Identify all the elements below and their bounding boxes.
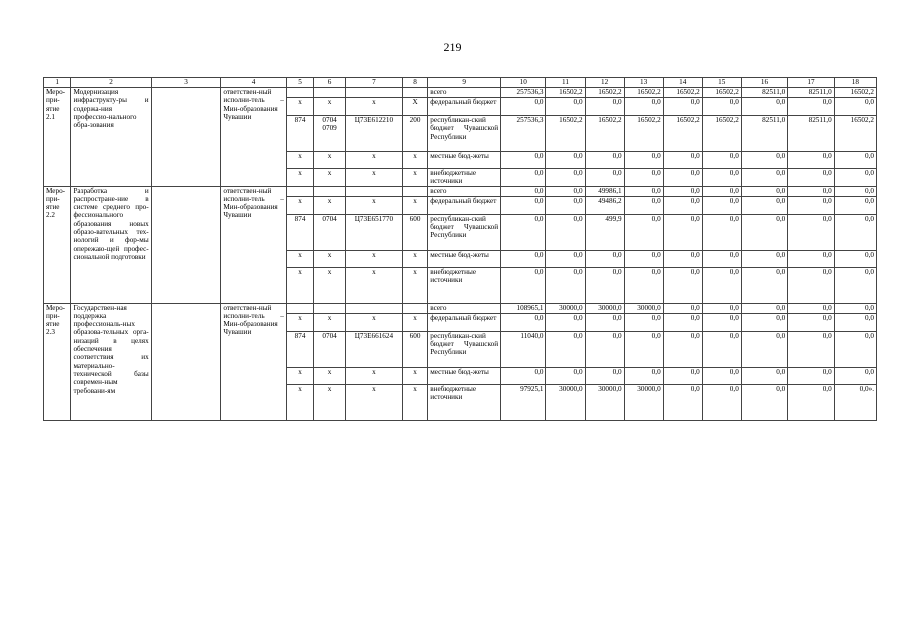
amount-cell: 0,0: [702, 313, 741, 331]
amount-cell: 0,0: [501, 186, 546, 196]
amount-cell: 0,0: [663, 214, 702, 250]
amount-cell: 82511,0: [788, 88, 834, 98]
gov-code: x: [286, 152, 313, 169]
header-row: [44, 78, 877, 88]
amount-cell: 499,9: [585, 214, 624, 250]
amount-cell: 82511,0: [741, 88, 787, 98]
amount-cell: 0,0: [788, 98, 834, 116]
section-code: x: [314, 196, 346, 214]
amount-cell: 0,0: [741, 384, 787, 420]
amount-cell: 0,0: [741, 196, 787, 214]
expense-group: x: [402, 313, 427, 331]
amount-cell: 0,0: [624, 267, 663, 303]
amount-cell: 0,0: [788, 313, 834, 331]
target-article: Ц73Е612210: [345, 116, 402, 152]
section-code: x: [314, 313, 346, 331]
amount-cell: 0,0: [788, 152, 834, 169]
expense-group: 200: [402, 116, 427, 152]
funding-source: федеральный бюджет: [428, 98, 501, 116]
amount-cell: 16502,2: [585, 88, 624, 98]
amount-cell: 0,0: [788, 331, 834, 367]
gov-code: x: [286, 98, 313, 116]
amount-cell: 0,0: [834, 98, 876, 116]
amount-cell: 0,0: [624, 169, 663, 187]
amount-cell: 0,0: [663, 169, 702, 187]
amount-cell: 0,0: [702, 331, 741, 367]
amount-cell: 0,0: [702, 250, 741, 267]
section-code: [314, 88, 346, 98]
amount-cell: 0,0: [585, 331, 624, 367]
amount-cell: 0,0: [663, 331, 702, 367]
amount-cell: 16502,2: [624, 116, 663, 152]
funding-source: республикан-ский бюджет Чувашской Республики: [428, 331, 501, 367]
amount-cell: 0,0: [663, 367, 702, 384]
section-code: x: [314, 169, 346, 187]
target-article: Ц73Е651770: [345, 214, 402, 250]
funding-source: федеральный бюджет: [428, 196, 501, 214]
amount-cell: 0,0: [741, 186, 787, 196]
section-code: 0704 0709: [314, 116, 346, 152]
amount-cell: 0,0: [702, 152, 741, 169]
amount-cell: 0,0: [834, 367, 876, 384]
amount-cell: 0,0: [788, 303, 834, 313]
amount-cell: 0,0: [663, 303, 702, 313]
amount-cell: 0,0: [741, 303, 787, 313]
amount-cell: 0,0: [788, 186, 834, 196]
column-header: 9: [428, 78, 501, 88]
expense-group: X: [402, 98, 427, 116]
column-header: 12: [585, 78, 624, 88]
amount-cell: 0,0: [741, 250, 787, 267]
expense-group: [402, 186, 427, 196]
amount-cell: 0,0: [834, 313, 876, 331]
gov-code: 874: [286, 331, 313, 367]
amount-cell: 82511,0: [741, 116, 787, 152]
gov-code: x: [286, 367, 313, 384]
target-article: x: [345, 384, 402, 420]
column-header: 8: [402, 78, 427, 88]
amount-cell: 16502,2: [834, 116, 876, 152]
funding-source: местные бюд-жеты: [428, 250, 501, 267]
target-article: Ц73Е661624: [345, 331, 402, 367]
amount-cell: 0,0: [663, 250, 702, 267]
funding-source: внебюджетные источники: [428, 384, 501, 420]
amount-cell: 0,0: [741, 331, 787, 367]
target-article: [345, 186, 402, 196]
amount-cell: 0,0: [663, 313, 702, 331]
amount-cell: 0,0: [501, 152, 546, 169]
gov-code: [286, 303, 313, 313]
amount-cell: 0,0: [788, 250, 834, 267]
amount-cell: 0,0: [702, 196, 741, 214]
amount-cell: 0,0: [546, 186, 585, 196]
event-col3: [151, 303, 221, 420]
amount-cell: 49486,2: [585, 196, 624, 214]
amount-cell: 0,0: [834, 152, 876, 169]
target-article: x: [345, 98, 402, 116]
amount-cell: 0,0: [624, 196, 663, 214]
amount-cell: 30000,0: [624, 384, 663, 420]
amount-cell: 16502,2: [585, 116, 624, 152]
amount-cell: 0,0: [834, 214, 876, 250]
amount-cell: 108965,1: [501, 303, 546, 313]
amount-cell: 0,0: [624, 152, 663, 169]
amount-cell: 0,0: [585, 313, 624, 331]
section-code: 0704: [314, 214, 346, 250]
amount-cell: 0,0: [501, 196, 546, 214]
column-header: 7: [345, 78, 402, 88]
gov-code: x: [286, 267, 313, 303]
event-executor: ответствен-ный исполни-тель – Мин-образования Чувашии: [221, 186, 286, 303]
amount-cell: 16502,2: [546, 116, 585, 152]
gov-code: [286, 186, 313, 196]
amount-cell: 0,0: [834, 196, 876, 214]
amount-cell: 0,0: [741, 267, 787, 303]
amount-cell: 30000,0: [546, 303, 585, 313]
amount-cell: 0,0: [546, 331, 585, 367]
amount-cell: 0,0: [546, 367, 585, 384]
gov-code: 874: [286, 116, 313, 152]
table-row: [44, 186, 877, 196]
amount-cell: 0,0: [741, 169, 787, 187]
gov-code: 874: [286, 214, 313, 250]
funding-source: всего: [428, 186, 501, 196]
amount-cell: 30000,0: [585, 384, 624, 420]
section-code: x: [314, 250, 346, 267]
budget-table: [43, 77, 877, 421]
amount-cell: 0,0: [834, 186, 876, 196]
amount-cell: 0,0».: [834, 384, 876, 420]
expense-group: x: [402, 267, 427, 303]
expense-group: 600: [402, 214, 427, 250]
amount-cell: 0,0: [702, 303, 741, 313]
funding-source: внебюджетные источники: [428, 169, 501, 187]
table-row: [44, 88, 877, 98]
event-name: Модернизация инфраструкту-ры и содержа-ния профессио-нального обра-зования: [71, 88, 151, 187]
amount-cell: 0,0: [501, 169, 546, 187]
target-article: x: [345, 313, 402, 331]
expense-group: [402, 88, 427, 98]
amount-cell: 0,0: [663, 384, 702, 420]
amount-cell: 0,0: [585, 98, 624, 116]
amount-cell: 0,0: [663, 196, 702, 214]
amount-cell: 0,0: [624, 367, 663, 384]
amount-cell: 0,0: [788, 367, 834, 384]
amount-cell: 16502,2: [702, 88, 741, 98]
amount-cell: 0,0: [546, 267, 585, 303]
column-header: 4: [221, 78, 286, 88]
amount-cell: 30000,0: [624, 303, 663, 313]
amount-cell: 16502,2: [546, 88, 585, 98]
funding-source: местные бюд-жеты: [428, 152, 501, 169]
event-executor: ответствен-ный исполни-тель – Мин-образования Чувашии: [221, 303, 286, 420]
amount-cell: 0,0: [624, 331, 663, 367]
gov-code: x: [286, 169, 313, 187]
column-header: 15: [702, 78, 741, 88]
section-code: x: [314, 367, 346, 384]
section-code: x: [314, 98, 346, 116]
amount-cell: 0,0: [624, 186, 663, 196]
funding-source: республикан-ский бюджет Чувашской Республики: [428, 214, 501, 250]
amount-cell: 0,0: [546, 169, 585, 187]
expense-group: x: [402, 367, 427, 384]
amount-cell: 0,0: [624, 250, 663, 267]
amount-cell: 0,0: [834, 303, 876, 313]
amount-cell: 0,0: [741, 152, 787, 169]
amount-cell: 0,0: [741, 214, 787, 250]
amount-cell: 0,0: [788, 384, 834, 420]
amount-cell: 0,0: [702, 367, 741, 384]
amount-cell: 0,0: [501, 98, 546, 116]
event-code: Меро-при-ятие 2.1: [44, 88, 71, 187]
funding-source: федеральный бюджет: [428, 313, 501, 331]
amount-cell: 0,0: [702, 267, 741, 303]
target-article: x: [345, 196, 402, 214]
amount-cell: 0,0: [702, 186, 741, 196]
event-code: Меро-при-ятие 2.2: [44, 186, 71, 303]
event-name: Разработка и распростране-ние в системе среднего про-фессионального образования новых образо-вательных тех-нологий и фор-мы опережаю-щей профес-сиональной подготовки: [71, 186, 151, 303]
gov-code: x: [286, 196, 313, 214]
amount-cell: 0,0: [834, 169, 876, 187]
amount-cell: 0,0: [501, 214, 546, 250]
amount-cell: 11040,0: [501, 331, 546, 367]
column-header: 17: [788, 78, 834, 88]
amount-cell: 0,0: [663, 152, 702, 169]
funding-source: внебюджетные источники: [428, 267, 501, 303]
column-header: 16: [741, 78, 787, 88]
amount-cell: 49986,1: [585, 186, 624, 196]
amount-cell: 0,0: [741, 367, 787, 384]
amount-cell: 16502,2: [834, 88, 876, 98]
amount-cell: 16502,2: [663, 88, 702, 98]
column-header: 11: [546, 78, 585, 88]
amount-cell: 0,0: [501, 313, 546, 331]
column-header: 6: [314, 78, 346, 88]
amount-cell: 0,0: [663, 186, 702, 196]
amount-cell: 30000,0: [585, 303, 624, 313]
amount-cell: 82511,0: [788, 116, 834, 152]
funding-source: всего: [428, 303, 501, 313]
gov-code: x: [286, 250, 313, 267]
target-article: [345, 303, 402, 313]
column-header: 13: [624, 78, 663, 88]
amount-cell: 0,0: [585, 267, 624, 303]
section-code: [314, 303, 346, 313]
amount-cell: 0,0: [702, 384, 741, 420]
amount-cell: 0,0: [546, 214, 585, 250]
amount-cell: 0,0: [624, 98, 663, 116]
amount-cell: 16502,2: [702, 116, 741, 152]
amount-cell: 0,0: [788, 267, 834, 303]
expense-group: 600: [402, 331, 427, 367]
target-article: x: [345, 152, 402, 169]
event-col3: [151, 186, 221, 303]
amount-cell: 0,0: [546, 250, 585, 267]
column-header: 1: [44, 78, 71, 88]
target-article: [345, 88, 402, 98]
amount-cell: 0,0: [834, 267, 876, 303]
amount-cell: 0,0: [834, 331, 876, 367]
amount-cell: 0,0: [546, 196, 585, 214]
amount-cell: 0,0: [585, 152, 624, 169]
funding-source: всего: [428, 88, 501, 98]
amount-cell: 0,0: [501, 250, 546, 267]
column-header: 14: [663, 78, 702, 88]
section-code: 0704: [314, 331, 346, 367]
column-header: 3: [151, 78, 221, 88]
amount-cell: 0,0: [788, 196, 834, 214]
amount-cell: 0,0: [663, 98, 702, 116]
amount-cell: 97925,1: [501, 384, 546, 420]
amount-cell: 0,0: [788, 214, 834, 250]
amount-cell: 0,0: [834, 250, 876, 267]
amount-cell: 16502,2: [624, 88, 663, 98]
amount-cell: 0,0: [702, 169, 741, 187]
amount-cell: 0,0: [663, 267, 702, 303]
expense-group: x: [402, 250, 427, 267]
column-header: 18: [834, 78, 876, 88]
amount-cell: 16502,2: [663, 116, 702, 152]
amount-cell: 0,0: [702, 98, 741, 116]
amount-cell: 0,0: [501, 267, 546, 303]
amount-cell: 0,0: [585, 250, 624, 267]
amount-cell: 0,0: [624, 313, 663, 331]
amount-cell: 0,0: [741, 313, 787, 331]
amount-cell: 0,0: [624, 214, 663, 250]
section-code: x: [314, 384, 346, 420]
section-code: x: [314, 152, 346, 169]
target-article: x: [345, 169, 402, 187]
amount-cell: 0,0: [546, 152, 585, 169]
amount-cell: 0,0: [702, 214, 741, 250]
expense-group: x: [402, 196, 427, 214]
event-code: Меро-при-ятие 2.3: [44, 303, 71, 420]
amount-cell: 0,0: [741, 98, 787, 116]
amount-cell: 0,0: [546, 98, 585, 116]
target-article: x: [345, 267, 402, 303]
expense-group: x: [402, 384, 427, 420]
funding-source: местные бюд-жеты: [428, 367, 501, 384]
column-header: 2: [71, 78, 151, 88]
amount-cell: 0,0: [546, 313, 585, 331]
amount-cell: 0,0: [585, 367, 624, 384]
column-header: 10: [501, 78, 546, 88]
column-header: 5: [286, 78, 313, 88]
gov-code: x: [286, 313, 313, 331]
amount-cell: 0,0: [788, 169, 834, 187]
amount-cell: 257536,3: [501, 88, 546, 98]
amount-cell: 0,0: [585, 169, 624, 187]
expense-group: [402, 303, 427, 313]
page-number: 219: [443, 40, 462, 54]
amount-cell: 30000,0: [546, 384, 585, 420]
expense-group: x: [402, 169, 427, 187]
expense-group: x: [402, 152, 427, 169]
gov-code: [286, 88, 313, 98]
section-code: x: [314, 267, 346, 303]
amount-cell: 0,0: [501, 367, 546, 384]
section-code: [314, 186, 346, 196]
target-article: x: [345, 250, 402, 267]
amount-cell: 257536,3: [501, 116, 546, 152]
event-name: Государствен-ная поддержка профессиональ-ных образова-тельных орга-низаций в целях обеспечения соответствия их материально-технической базы современ-ным требовани-ям: [71, 303, 151, 420]
gov-code: x: [286, 384, 313, 420]
target-article: x: [345, 367, 402, 384]
event-col3: [151, 88, 221, 187]
table-row: [44, 303, 877, 313]
funding-source: республикан-ский бюджет Чувашской Республики: [428, 116, 501, 152]
event-executor: ответствен-ный исполни-тель – Мин-образования Чувашии: [221, 88, 286, 187]
